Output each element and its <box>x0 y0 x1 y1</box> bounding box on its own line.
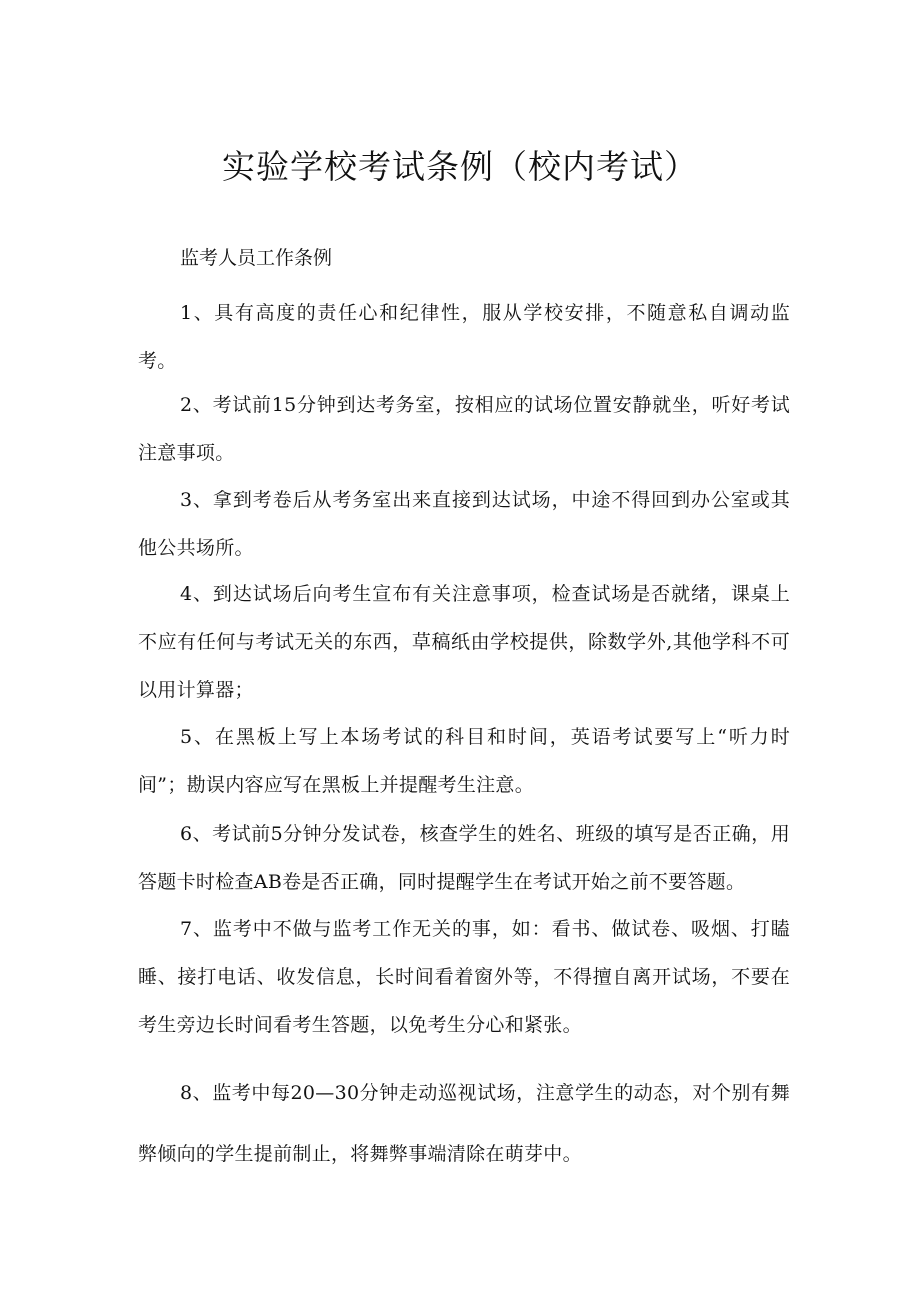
rule-paragraph-1: 1、具有高度的责任心和纪律性，服从学校安排，不随意私自调动监考。 <box>138 302 790 372</box>
rule-paragraph-4: 4、到达试场后向考生宣布有关注意事项，检查试场是否就绪，课桌上不应有任何与考试无关的东西，草稿纸由学校提供，除数学外,其他学科不可以用计算器； <box>138 583 790 701</box>
document-title: 实验学校考试条例（校内考试） <box>222 147 698 186</box>
rule-paragraph-3: 3、拿到考卷后从考务室出来直接到达试场，中途不得回到办公室或其他公共场所。 <box>138 489 790 559</box>
section-heading: 监考人员工作条例 <box>180 247 333 269</box>
rule-paragraph-7: 7、监考中不做与监考工作无关的事，如：看书、做试卷、吸烟、打瞌睡、接打电话、收发信息，长时间看着窗外等，不得擅自离开试场，不要在考生旁边长时间看考生答题，以免考生分心和紧张。 <box>138 918 790 1036</box>
rule-paragraph-5: 5、在黑板上写上本场考试的科目和时间，英语考试要写上“听力时间”；勘误内容应写在黑板上并提醒考生注意。 <box>138 726 790 796</box>
rule-paragraph-2: 2、考试前15分钟到达考务室，按相应的试场位置安静就坐，听好考试注意事项。 <box>138 394 790 464</box>
rule-paragraph-6: 6、考试前5分钟分发试卷，核查学生的姓名、班级的填写是否正确，用答题卡时检查AB卷是否正确，同时提醒学生在考试开始之前不要答题。 <box>138 823 790 893</box>
rule-paragraph-8: 8、监考中每20—30分钟走动巡视试场，注意学生的动态，对个别有舞弊倾向的学生提前制止，将舞弊事端清除在萌芽中。 <box>138 1082 790 1165</box>
